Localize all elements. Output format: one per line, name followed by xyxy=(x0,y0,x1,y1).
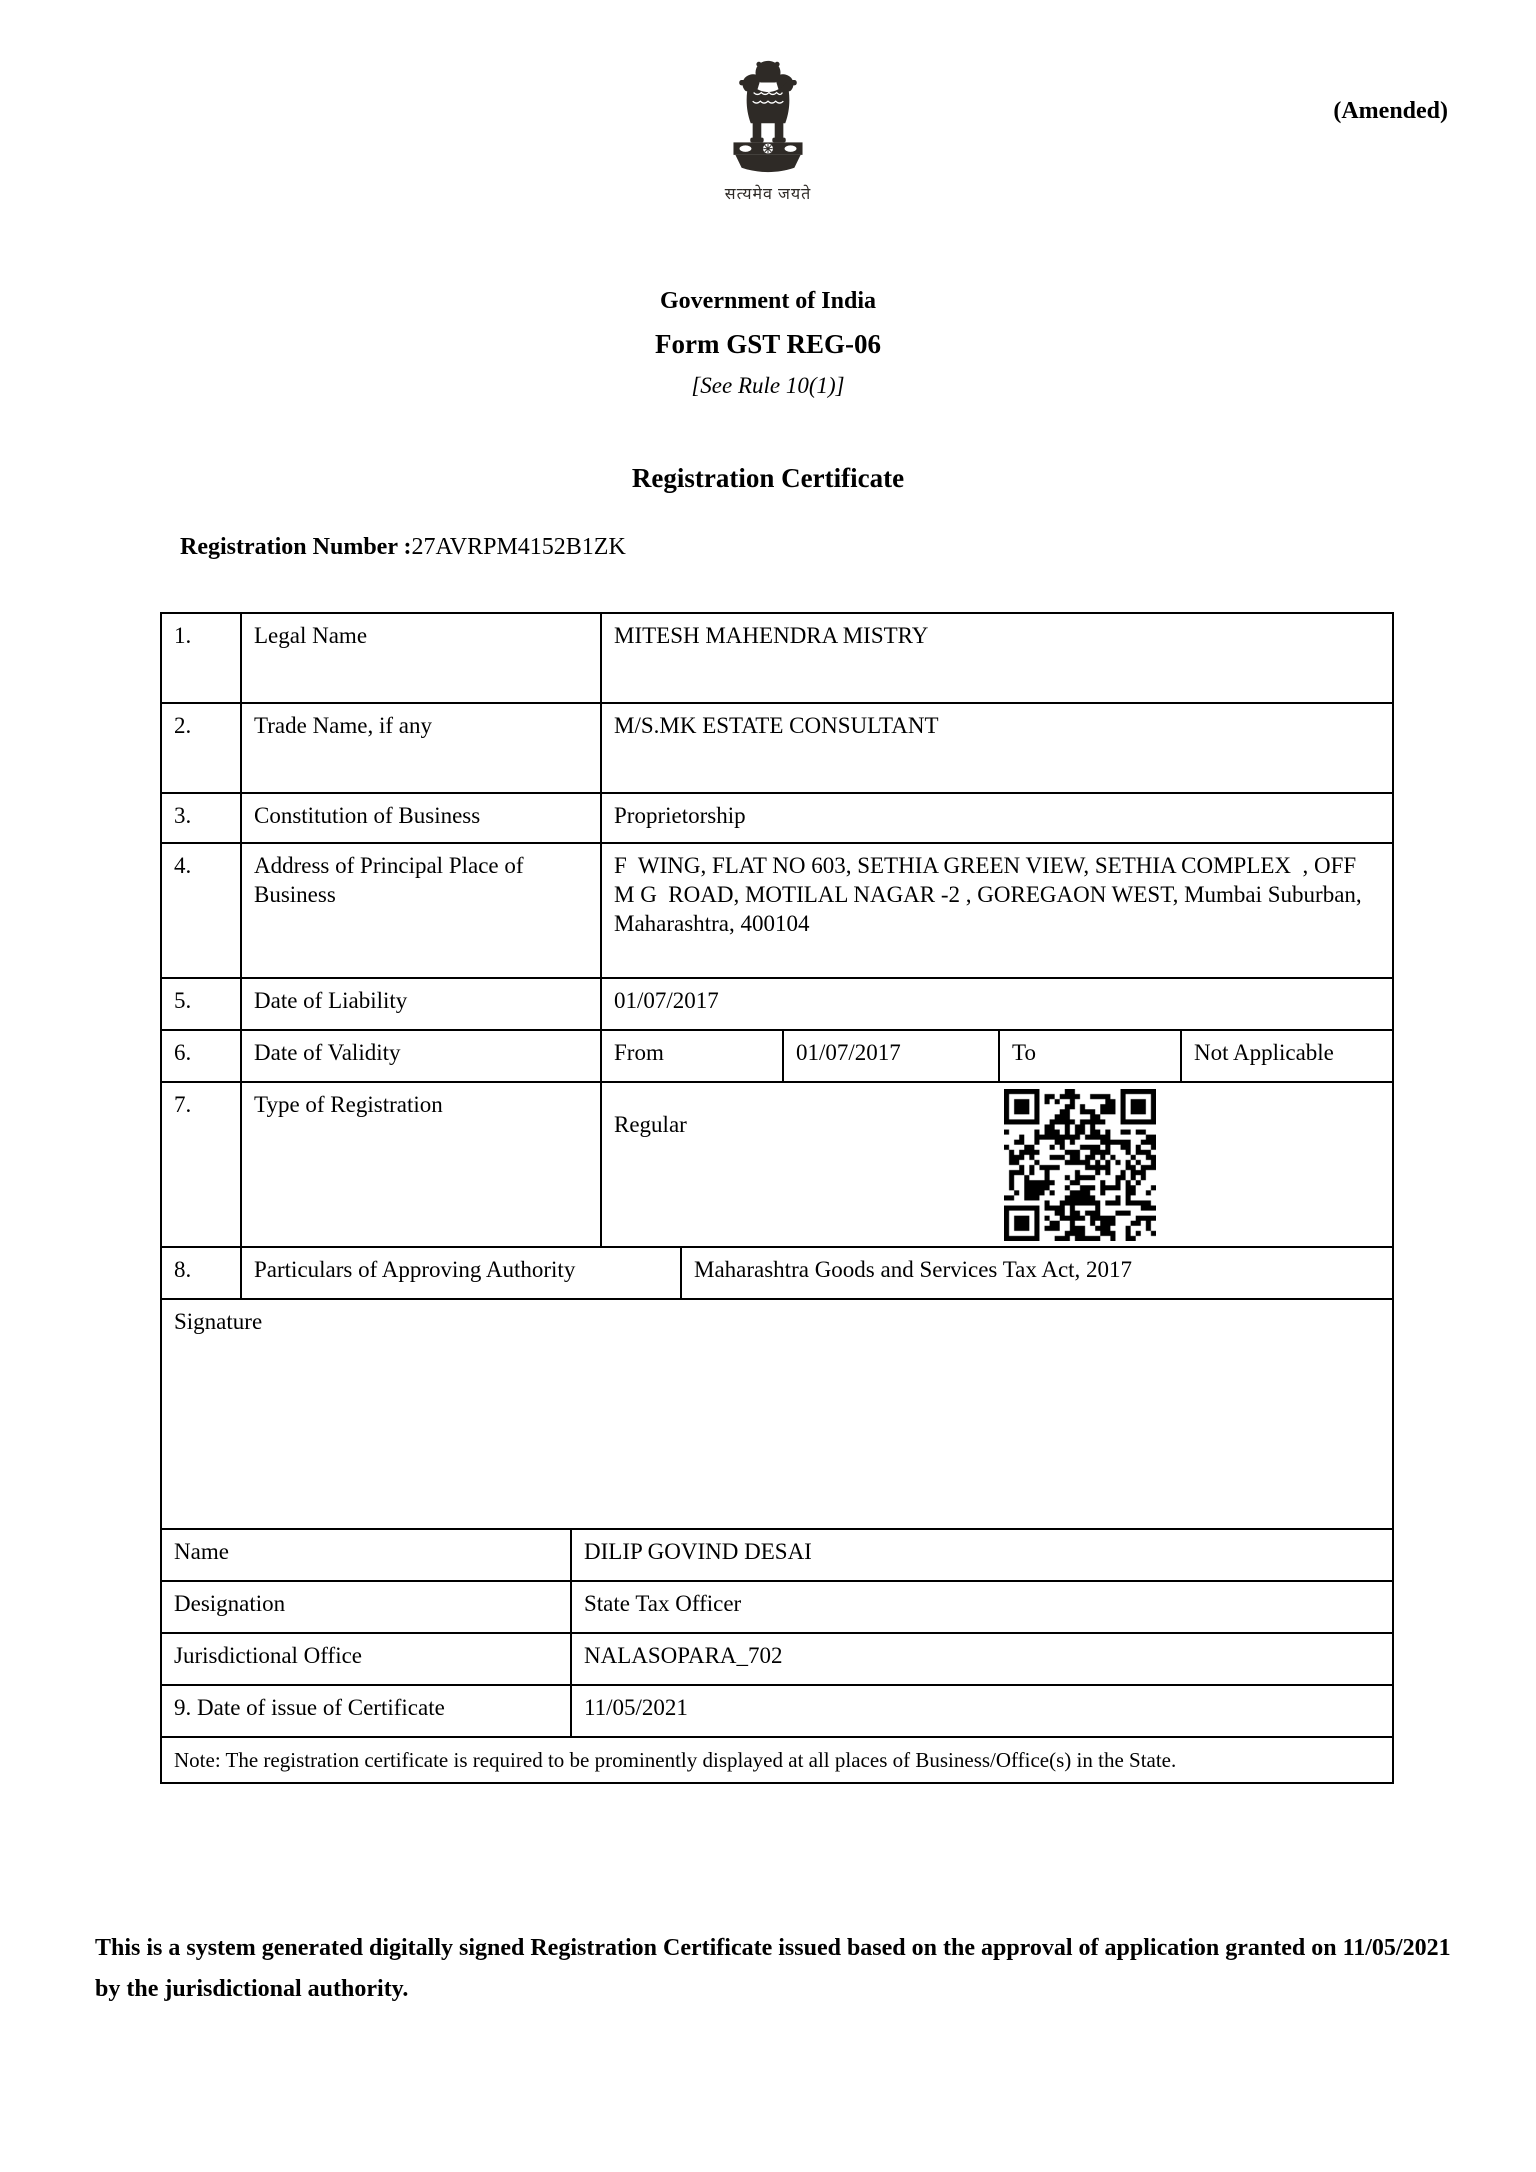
government-title: Government of India xyxy=(660,288,876,314)
row-label: Type of Registration xyxy=(242,1083,602,1248)
certificate-title: Registration Certificate xyxy=(631,463,905,493)
emblem-motto: सत्यमेव जयते xyxy=(724,186,812,203)
row-label: Constitution of Business xyxy=(242,794,602,844)
registration-number-value: 27AVRPM4152B1ZK xyxy=(411,534,626,560)
row-label: Legal Name xyxy=(242,614,602,704)
registration-number-label: Registration Number : xyxy=(180,534,412,560)
qr-code-icon xyxy=(1004,1089,1156,1241)
row-label: Name xyxy=(162,1530,572,1582)
row-value: M/S.MK ESTATE CONSULTANT xyxy=(602,704,1394,794)
table-row-officer-name xyxy=(162,1530,1394,1582)
row-number: 1. xyxy=(162,614,242,704)
table-row-date-of-validity xyxy=(162,1031,1394,1083)
row-value: DILIP GOVIND DESAI xyxy=(572,1530,1394,1582)
table-row-date-of-liability xyxy=(162,979,1394,1031)
table-row-signature xyxy=(162,1300,1394,1530)
table-row-jurisdictional-office xyxy=(162,1634,1394,1686)
table-row-legal-name xyxy=(162,614,1394,704)
document-header xyxy=(0,288,1536,494)
table-row-date-of-issue xyxy=(162,1686,1394,1738)
row-label: Date of Liability xyxy=(242,979,602,1031)
row-label: Trade Name, if any xyxy=(242,704,602,794)
certificate-table xyxy=(160,612,1394,1784)
table-row-officer-designation xyxy=(162,1582,1394,1634)
registration-number-line xyxy=(180,534,626,561)
row-value: Maharashtra Goods and Services Tax Act, 2017 xyxy=(682,1248,1394,1300)
row-label: 9. Date of issue of Certificate xyxy=(162,1686,572,1738)
row-value: State Tax Officer xyxy=(572,1582,1394,1634)
row-number: 2. xyxy=(162,704,242,794)
table-row-type-of-registration xyxy=(162,1083,1394,1248)
row-value: 01/07/2017 xyxy=(602,979,1394,1031)
validity-to-label: To xyxy=(1000,1031,1182,1083)
row-value: Regular xyxy=(614,1112,687,1137)
rule-reference: [See Rule 10(1)] xyxy=(691,373,845,398)
national-emblem xyxy=(0,58,1536,204)
ashoka-emblem-icon xyxy=(720,58,816,175)
row-value: MITESH MAHENDRA MISTRY xyxy=(602,614,1394,704)
row-value: 11/05/2021 xyxy=(572,1686,1394,1738)
table-row-note xyxy=(162,1738,1394,1784)
amended-label: (Amended) xyxy=(1333,98,1448,124)
row-value: Proprietorship xyxy=(602,794,1394,844)
row-label: Designation xyxy=(162,1582,572,1634)
note-cell: Note: The registration certificate is required to be prominently displayed at all places of Business/Office(s) in the State. xyxy=(162,1738,1394,1784)
table-row-approving-authority xyxy=(162,1248,1394,1300)
row-label: Address of Principal Place of Business xyxy=(242,844,602,979)
row-number: 4. xyxy=(162,844,242,979)
table-row-constitution xyxy=(162,794,1394,844)
row-value: NALASOPARA_702 xyxy=(572,1634,1394,1686)
system-generated-note: This is a system generated digitally signed Registration Certificate issued based on the approval of application granted on 11/05/2021 by the jurisdictional authority. xyxy=(95,1935,1451,2002)
row-value: F WING, FLAT NO 603, SETHIA GREEN VIEW, SETHIA COMPLEX , OFF M G ROAD, MOTILAL NAGAR -2 , GOREGAON WEST, Mumbai Suburban, Maharashtra, 400104 xyxy=(602,844,1394,979)
form-title: Form GST REG-06 xyxy=(654,329,881,359)
row-label: Particulars of Approving Authority xyxy=(242,1248,682,1300)
table-row-trade-name xyxy=(162,704,1394,794)
row-number: 6. xyxy=(162,1031,242,1083)
row-label: Date of Validity xyxy=(242,1031,602,1083)
row-label: Jurisdictional Office xyxy=(162,1634,572,1686)
row-number: 3. xyxy=(162,794,242,844)
signature-cell: Signature xyxy=(162,1300,1394,1530)
type-of-registration-cell xyxy=(602,1083,1394,1248)
validity-from-value: 01/07/2017 xyxy=(784,1031,1000,1083)
row-number: 7. xyxy=(162,1083,242,1248)
row-number: 8. xyxy=(162,1248,242,1300)
table-row-address xyxy=(162,844,1394,979)
row-number: 5. xyxy=(162,979,242,1031)
validity-to-value: Not Applicable xyxy=(1182,1031,1394,1083)
validity-from-label: From xyxy=(602,1031,784,1083)
